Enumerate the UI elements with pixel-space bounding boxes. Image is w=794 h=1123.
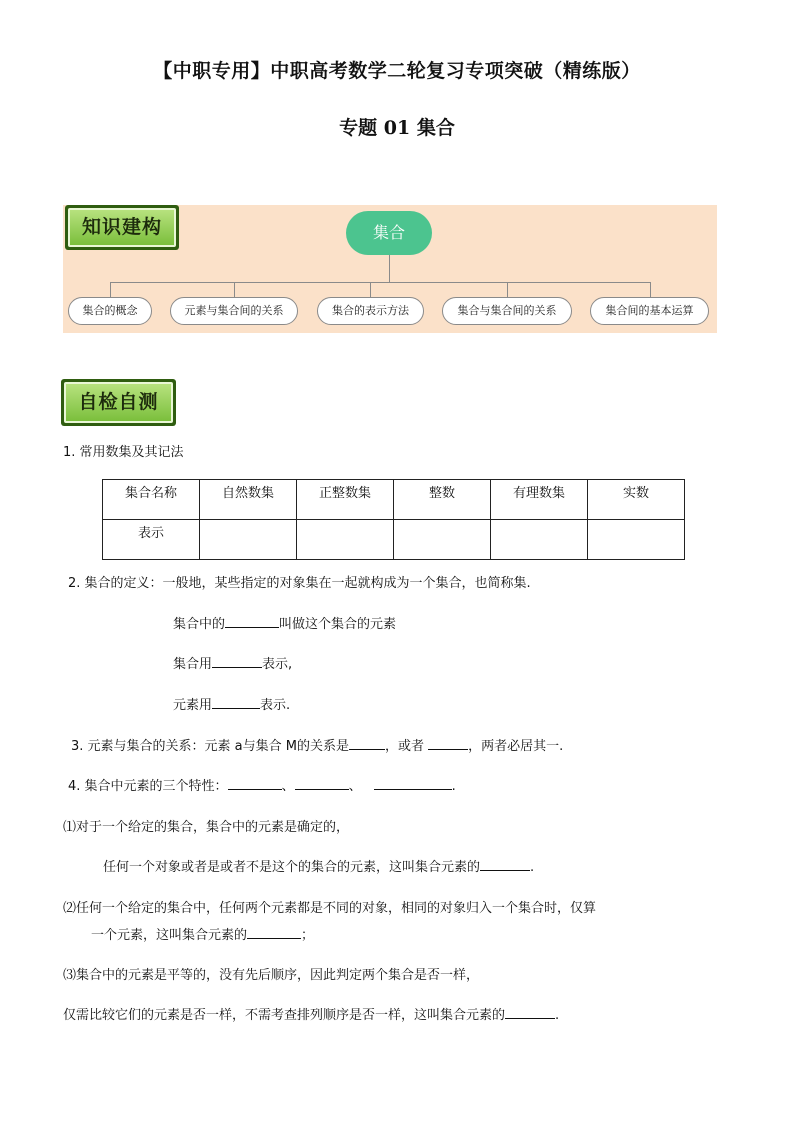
question-4 xyxy=(68,775,456,794)
text: 表示. xyxy=(260,698,291,713)
connector-bar xyxy=(110,282,650,283)
text: ； xyxy=(301,928,315,943)
root-node-sets: 集合 xyxy=(346,211,432,255)
text: 集合用 xyxy=(173,657,213,672)
text: . xyxy=(555,1008,560,1023)
blank-field[interactable] xyxy=(349,737,385,750)
text: 、 xyxy=(281,779,295,794)
table-row-label: 表示 xyxy=(103,520,200,560)
connector-root xyxy=(389,255,390,282)
table-cell-blank[interactable] xyxy=(297,520,394,560)
text: ，两者必居其一. xyxy=(468,739,564,754)
blank-field[interactable] xyxy=(428,737,468,750)
table-cell-blank[interactable] xyxy=(394,520,491,560)
knowledge-badge-label: 知识建构 xyxy=(68,208,176,247)
text: 3. 元素与集合的关系：元素 a与集合 M的关系是 xyxy=(71,739,349,754)
text: 集合中的 xyxy=(173,617,226,632)
text: 仅需比较它们的元素是否一样，不需考查排列顺序是否一样，这叫集合元素的 xyxy=(63,1008,506,1023)
table-header-cell: 正整数集 xyxy=(297,480,394,520)
property-3-line-1: ⑶集合中的元素是平等的，没有先后顺序，因此判定两个集合是否一样， xyxy=(63,968,480,983)
node-set-set-relation: 集合与集合间的关系 xyxy=(442,297,572,325)
table-header-cell: 集合名称 xyxy=(103,480,200,520)
node-set-concept: 集合的概念 xyxy=(68,297,152,325)
text: 元素用 xyxy=(173,698,213,713)
question-3 xyxy=(71,735,563,754)
question-2-line-1 xyxy=(173,613,396,632)
text: . xyxy=(530,860,535,875)
property-1-line-2 xyxy=(103,856,534,875)
node-set-operations: 集合间的基本运算 xyxy=(590,297,709,325)
table-row xyxy=(103,520,685,560)
self-check-badge-label: 自检自测 xyxy=(64,382,173,423)
blank-field[interactable] xyxy=(480,858,530,871)
blank-field[interactable] xyxy=(505,1006,555,1019)
connector-5 xyxy=(650,282,651,297)
text: 叫做这个集合的元素 xyxy=(279,617,397,632)
text: 4. 集合中元素的三个特性： xyxy=(68,779,228,794)
knowledge-badge xyxy=(65,205,179,250)
blank-field[interactable] xyxy=(228,777,282,790)
node-set-representation: 集合的表示方法 xyxy=(317,297,424,325)
property-1-line-1: ⑴对于一个给定的集合，集合中的元素是确定的， xyxy=(63,820,350,835)
table-header-cell: 实数 xyxy=(588,480,685,520)
question-2-line-3 xyxy=(173,694,290,713)
text: 、 xyxy=(348,779,362,794)
number-sets-table xyxy=(102,479,685,560)
blank-field[interactable] xyxy=(295,777,349,790)
text: . xyxy=(451,779,456,794)
table-header-cell: 有理数集 xyxy=(491,480,588,520)
connector-1 xyxy=(110,282,111,297)
table-header-cell: 整数 xyxy=(394,480,491,520)
question-1-title: 1. 常用数集及其记法 xyxy=(63,445,184,460)
table-cell-blank[interactable] xyxy=(200,520,297,560)
property-2-line-2 xyxy=(91,924,314,943)
table-header-cell: 自然数集 xyxy=(200,480,297,520)
text: 一个元素，这叫集合元素的 xyxy=(91,928,248,943)
text: 任何一个对象或者是或者不是这个的集合的元素，这叫集合元素的 xyxy=(103,860,481,875)
property-2-line-1: ⑵任何一个给定的集合中，任何两个元素都是不同的对象，相同的对象归入一个集合时，仅算 xyxy=(63,901,597,916)
blank-field[interactable] xyxy=(225,615,279,628)
text: ，或者 xyxy=(384,739,429,754)
connector-2 xyxy=(234,282,235,297)
blank-field[interactable] xyxy=(212,696,260,709)
question-2-definition: 2. 集合的定义：一般地，某些指定的对象集在一起就构成为一个集合，也简称集. xyxy=(68,576,531,591)
text: 表示, xyxy=(262,657,293,672)
node-element-set-relation: 元素与集合间的关系 xyxy=(170,297,298,325)
question-2-line-2 xyxy=(173,653,292,672)
property-3-line-2 xyxy=(63,1004,559,1023)
topic-title: 专题 01 集合 xyxy=(339,117,455,139)
connector-3 xyxy=(370,282,371,297)
connector-4 xyxy=(507,282,508,297)
table-row xyxy=(103,480,685,520)
blank-field[interactable] xyxy=(374,777,452,790)
document-title: 【中职专用】中职高考数学二轮复习专项突破（精练版） xyxy=(153,60,641,82)
self-check-badge xyxy=(61,379,176,426)
blank-field[interactable] xyxy=(212,655,262,668)
table-cell-blank[interactable] xyxy=(491,520,588,560)
table-cell-blank[interactable] xyxy=(588,520,685,560)
blank-field[interactable] xyxy=(247,926,301,939)
